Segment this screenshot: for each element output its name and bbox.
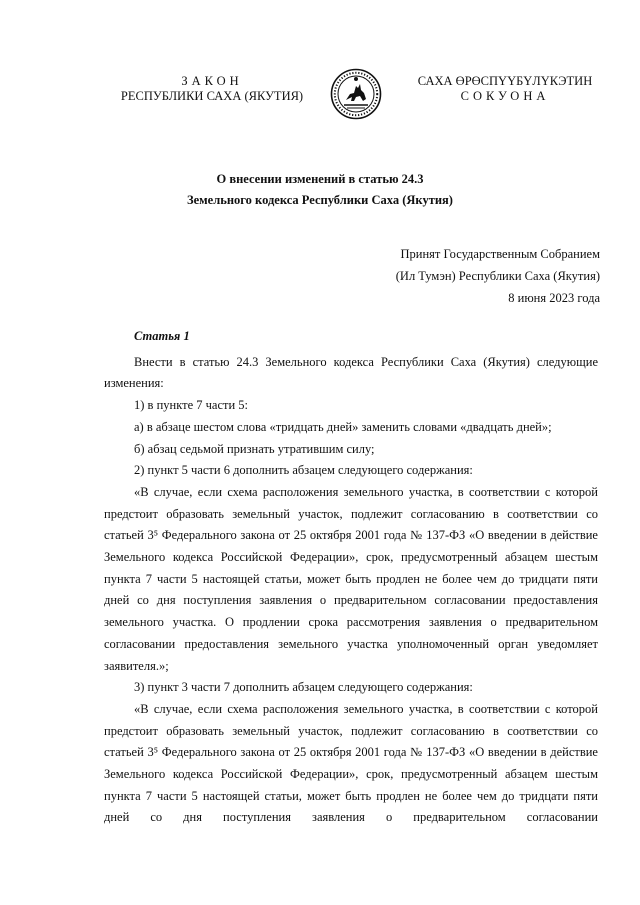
paragraph: «В случае, если схема расположения земельного участка, в соответствии с которой предстоит образовать земельный участок, подлежит согласованию в соответствии со статьей 3⁵ Федерального закона от 25 октября 2001 года № 137-ФЗ «О введении в действие Земельного кодекса Российской Федерации», срок, предусмотренный абзацем шестым пункта 7 части 5 настоящей статьи, может быть продлен не более чем до тридцати пяти дней со дня поступления заявления о предварительном согласовании предоставления земельного участка. О продлении срока рассмотрения заявления о предварительном согласовании предоставления земельного участка уполномоченный орган уведомляет заявителя.»; bbox=[104, 484, 598, 673]
paragraph: 2) пункт 5 части 6 дополнить абзацем следующего содержания: bbox=[134, 463, 473, 478]
paragraph: а) в абзаце шестом слова «тридцать дней» заменить словами «двадцать дней»; bbox=[134, 419, 552, 434]
republic-name: РЕСПУБЛИКИ САХА (ЯКУТИЯ) bbox=[120, 89, 304, 103]
law-label-yakut: СОКУОНА bbox=[460, 89, 550, 103]
adoption-date: 8 июня 2023 года bbox=[508, 291, 600, 305]
republic-name-yakut: САХА ӨРӨСПҮҮБҮЛҮКЭТИН bbox=[417, 74, 593, 88]
law-label: ЗАКОН bbox=[181, 74, 243, 88]
paragraph: «В случае, если схема расположения земельного участка, в соответствии с которой предстоит образовать земельный участок, подлежит согласованию в соответствии со статьей 3⁵ Федерального закона от 25 октября 2001 года № 137-ФЗ «О введении в действие Земельного кодекса Российской Федерации», срок, предусмотренный абзацем шестым пункта 7 части 5 настоящей статьи, может быть продлен не более чем до тридцати пяти дней со дня поступления заявления о предварительном согласовании bbox=[104, 701, 598, 825]
adoption-line-2: (Ил Тумэн) Республики Саха (Якутия) bbox=[395, 269, 600, 283]
header-left bbox=[112, 74, 312, 104]
document-title-line-2: Земельного кодекса Республики Саха (Якутия) bbox=[187, 193, 453, 207]
paragraph: 3) пункт 3 части 7 дополнить абзацем следующего содержания: bbox=[134, 680, 473, 695]
document-title-line-1: О внесении изменений в статью 24.3 bbox=[216, 172, 424, 186]
adoption-note bbox=[396, 243, 600, 309]
article-body bbox=[104, 326, 598, 829]
paragraph: Внести в статью 24.3 Земельного кодекса Республики Саха (Якутия) следующие изменения: bbox=[104, 354, 598, 391]
header-right bbox=[400, 74, 610, 104]
article-heading: Статья 1 bbox=[134, 329, 190, 343]
adoption-line-1: Принят Государственным Собранием bbox=[400, 247, 600, 261]
coat-of-arms-emblem bbox=[330, 68, 382, 120]
paragraph: 1) в пункте 7 части 5: bbox=[134, 398, 248, 413]
paragraph: б) абзац седьмой признать утратившим силу; bbox=[134, 441, 375, 456]
